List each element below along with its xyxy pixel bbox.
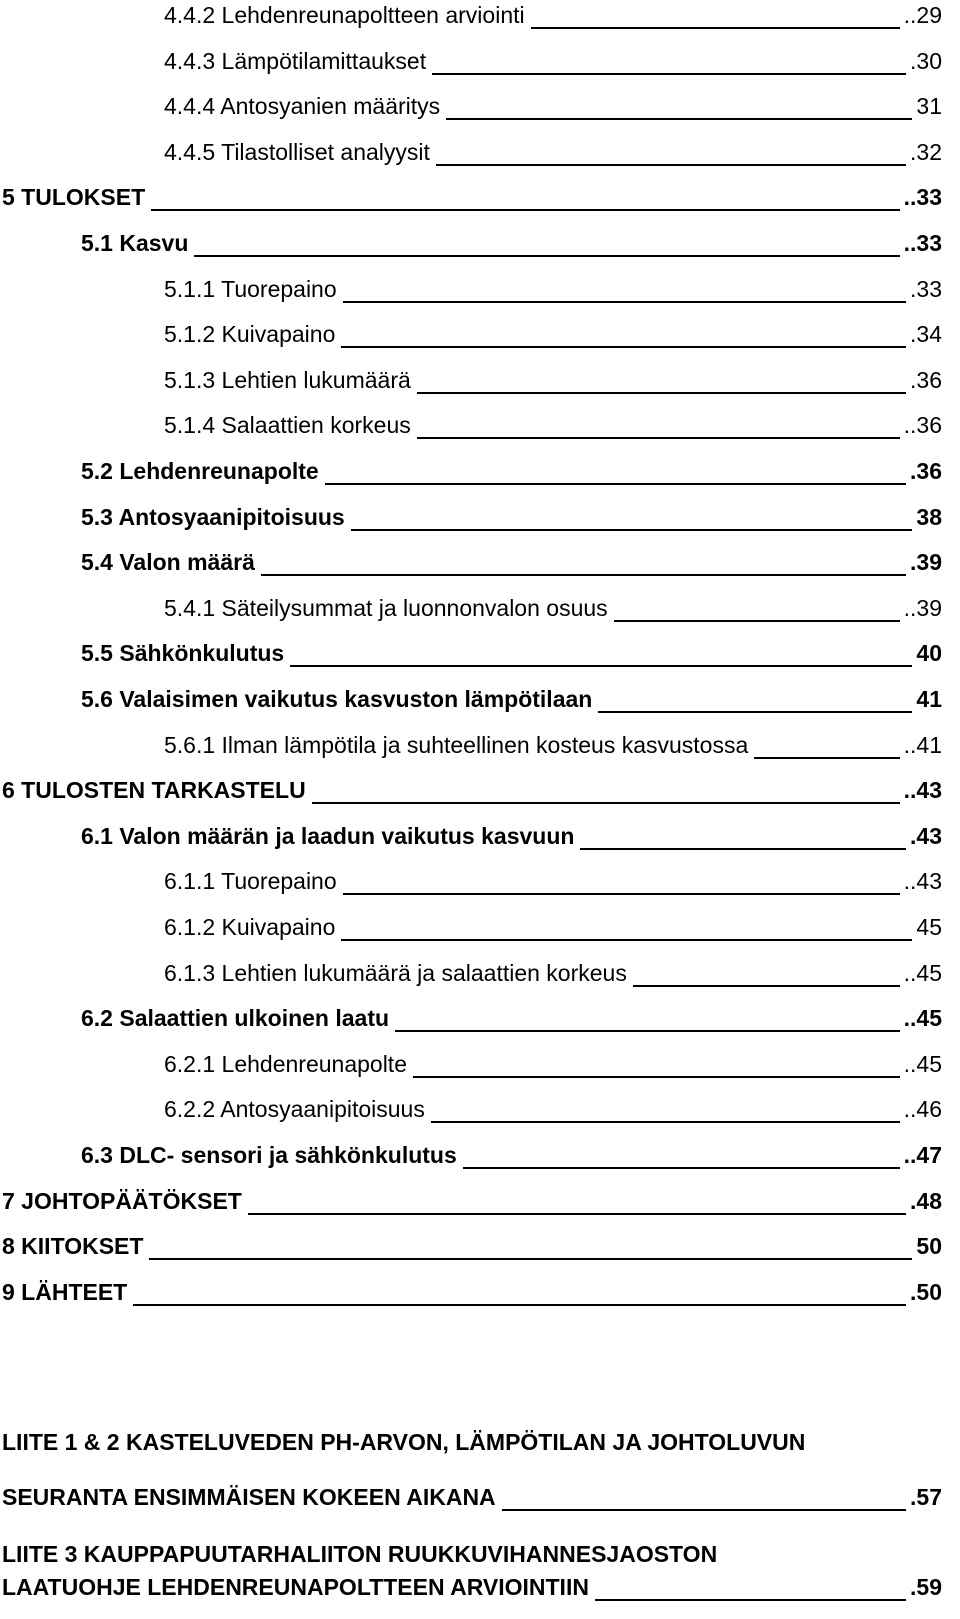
toc-page-number: [904, 730, 942, 760]
toc-page-prefix: .: [910, 366, 917, 393]
toc-dot-leader: [290, 665, 912, 667]
toc-page-value: 39: [916, 594, 942, 621]
toc-dot-leader: [395, 1030, 900, 1032]
toc-page-value: 40: [916, 640, 942, 667]
toc-appendix-entry[interactable]: [0, 1427, 960, 1510]
toc-page-number: [916, 684, 942, 714]
toc-page-prefix: ..: [903, 412, 917, 439]
toc-page-value: 39: [916, 549, 942, 576]
toc-entry-title: 5 TULOKSET: [2, 184, 146, 211]
toc-page-value: 31: [916, 93, 942, 120]
toc-page-prefix: ..: [903, 230, 917, 256]
toc-entry-title: 5.6.1 Ilman lämpötila ja suhteellinen kosteus kasvustossa: [164, 731, 749, 758]
toc-page-prefix: ..: [903, 1005, 917, 1032]
toc-entry-title: 5.4.1 Säteilysummat ja luonnonvalon osuus: [164, 594, 608, 621]
toc-entry[interactable]: [0, 730, 960, 766]
toc-dot-leader: [463, 1167, 900, 1169]
toc-entry-title: 4.4.3 Lämpötilamittaukset: [164, 47, 427, 74]
toc-page-value: 57: [916, 1484, 942, 1510]
toc-entry-title: 5.3 Antosyaanipitoisuus: [81, 503, 345, 530]
toc-page-number: [910, 821, 942, 851]
toc-entry-title: 5.1.3 Lehtien lukumäärä: [164, 366, 411, 393]
toc-entry[interactable]: [0, 912, 960, 948]
toc-page-prefix: .: [910, 1574, 917, 1600]
toc-dot-leader: [261, 574, 906, 576]
toc-entry[interactable]: [0, 365, 960, 401]
toc-page-value: 36: [916, 412, 942, 439]
toc-page-number: [904, 228, 942, 258]
toc-entry[interactable]: [0, 319, 960, 355]
toc-page-prefix: ..: [903, 1096, 917, 1123]
toc-dot-leader: [151, 209, 900, 211]
toc-entry[interactable]: [0, 274, 960, 310]
toc-entry-title: 5.1.4 Salaattien korkeus: [164, 412, 411, 439]
toc-page-value: 45: [916, 1005, 942, 1032]
toc-entry-title: 5.4 Valon määrä: [81, 549, 255, 576]
toc-page-number: [910, 1482, 942, 1512]
toc-page-number: [910, 1186, 942, 1216]
appendix-title-line1: LIITE 1 & 2 KASTELUVEDEN PH-ARVON, LÄMPÖTILAN JA JOHTOLUVUN: [2, 1429, 806, 1455]
toc-entry-title: 5.5 Sähkönkulutus: [81, 640, 285, 667]
toc-entry-title: 6.2.1 Lehdenreunapolte: [164, 1050, 407, 1077]
toc-page-prefix: .: [910, 321, 917, 348]
toc-page-number: [910, 1277, 942, 1307]
toc-dot-leader: [248, 1213, 906, 1215]
toc-page-value: 30: [916, 47, 942, 74]
toc-dot-leader: [343, 301, 906, 303]
toc-page-prefix: .: [910, 458, 917, 484]
toc-page-prefix: ..: [903, 868, 917, 895]
toc-page-number: [910, 137, 942, 167]
toc-page-number: [916, 1231, 942, 1261]
toc-page-prefix: ..: [903, 731, 917, 758]
toc-dot-leader: [754, 757, 900, 759]
toc-dot-leader: [598, 711, 912, 713]
toc-page-value: 32: [916, 138, 942, 165]
toc-entry[interactable]: [0, 547, 960, 583]
toc-page-number: [904, 775, 942, 805]
toc-entry[interactable]: [0, 593, 960, 629]
toc-page-prefix: .: [910, 1278, 917, 1305]
toc-dot-leader: [417, 392, 906, 394]
toc-entry-title: 6.1.3 Lehtien lukumäärä ja salaattien korkeus: [164, 959, 627, 986]
toc-dot-leader: [502, 1509, 906, 1511]
toc-dot-leader: [595, 1599, 906, 1601]
toc-entry[interactable]: [0, 866, 960, 902]
toc-page-number: [916, 91, 942, 121]
toc-dot-leader: [149, 1258, 912, 1260]
toc-page-value: 38: [916, 503, 942, 530]
toc-page-value: 34: [916, 321, 942, 348]
toc-page-prefix: .: [910, 1187, 917, 1214]
toc-dot-leader: [133, 1304, 906, 1306]
toc-dot-leader: [436, 164, 906, 166]
toc-dot-leader: [432, 73, 906, 75]
toc-dot-leader: [194, 255, 900, 257]
toc-page-value: 41: [916, 686, 942, 712]
toc-entry[interactable]: [0, 228, 960, 264]
toc-dot-leader: [446, 118, 912, 120]
toc-page-number: [904, 0, 942, 30]
toc-page-value: 48: [916, 1187, 942, 1214]
toc-page-number: [916, 912, 942, 942]
toc-page-prefix: ..: [903, 1142, 917, 1168]
toc-dot-leader: [614, 620, 900, 622]
toc-page-number: [910, 1572, 942, 1602]
toc-page-number: [904, 410, 942, 440]
toc-page-value: 50: [916, 1278, 942, 1305]
toc-dot-leader: [325, 483, 906, 485]
toc-page-value: 45: [916, 914, 942, 940]
toc-page-number: [916, 638, 942, 668]
toc-page-number: [904, 1140, 942, 1170]
toc-entry-title: 4.4.2 Lehdenreunapoltteen arviointi: [164, 2, 525, 28]
toc-page-value: 43: [916, 777, 942, 804]
toc-entry[interactable]: [0, 46, 960, 82]
toc-dot-leader: [413, 1076, 900, 1078]
toc-entry-title: 5.1.2 Kuivapaino: [164, 321, 336, 348]
toc-page-number: [910, 456, 942, 486]
toc-entry-title: 6 TULOSTEN TARKASTELU: [2, 777, 306, 804]
toc-entry[interactable]: [0, 410, 960, 446]
toc-page-prefix: ..: [903, 2, 917, 28]
toc-page-value: 33: [916, 275, 942, 302]
toc-entry[interactable]: [0, 1231, 960, 1267]
toc-page-prefix: .: [910, 138, 917, 165]
toc-entry-title: 5.1.1 Tuorepaino: [164, 275, 337, 302]
toc-entry[interactable]: [0, 137, 960, 173]
toc-page-value: 59: [916, 1574, 942, 1600]
toc-entry[interactable]: [0, 958, 960, 994]
toc-entry[interactable]: [0, 456, 960, 492]
toc-page-prefix: .: [910, 47, 917, 74]
toc-page-value: 36: [916, 458, 942, 484]
toc-dot-leader: [343, 893, 900, 895]
toc-entry-title: 5.2 Lehdenreunapolte: [81, 458, 319, 484]
toc-page-prefix: .: [910, 549, 917, 576]
toc-entry-title: 6.2.2 Antosyaanipitoisuus: [164, 1096, 425, 1123]
toc-entry[interactable]: [0, 1140, 960, 1176]
toc-entry[interactable]: [0, 1277, 960, 1313]
toc-page-value: 47: [916, 1142, 942, 1168]
toc-page-prefix: ..: [903, 1050, 917, 1077]
toc-entry-title: 6.2 Salaattien ulkoinen laatu: [81, 1005, 390, 1032]
toc-entry-title: 6.1.2 Kuivapaino: [164, 914, 336, 940]
toc-dot-leader: [341, 939, 912, 941]
toc-page-number: [904, 182, 942, 212]
toc-entry[interactable]: [0, 182, 960, 218]
toc-entry-title: 8 KIITOKSET: [2, 1233, 144, 1260]
toc-page-value: 45: [916, 959, 942, 986]
toc-page-number: [910, 319, 942, 349]
toc-entry-title: 4.4.4 Antosyanien määritys: [164, 93, 441, 120]
toc-entry-title: 5.1 Kasvu: [81, 230, 189, 256]
toc-page-number: [904, 1003, 942, 1033]
toc-entry-title: 6.1.1 Tuorepaino: [164, 868, 337, 895]
toc-page-value: 45: [916, 1050, 942, 1077]
toc-entry[interactable]: [0, 775, 960, 811]
toc-page-number: [904, 958, 942, 988]
toc-page-prefix: ..: [903, 777, 917, 804]
toc-page-number: [916, 502, 942, 532]
toc-entry[interactable]: [0, 502, 960, 538]
toc-entry-title: 6.3 DLC- sensori ja sähkönkulutus: [81, 1142, 457, 1168]
toc-dot-leader: [417, 437, 900, 439]
toc-entry[interactable]: [0, 1049, 960, 1085]
toc-page-value: 41: [916, 731, 942, 758]
toc-dot-leader: [351, 529, 912, 531]
toc-page-prefix: .: [910, 275, 917, 302]
toc-page-number: [910, 274, 942, 304]
appendix-title-line2: LAATUOHJE LEHDENREUNAPOLTTEEN ARVIOINTIIN: [2, 1574, 589, 1600]
toc-page-value: 43: [916, 822, 942, 849]
toc-page-value: 36: [916, 366, 942, 393]
toc-entry-title: 7 JOHTOPÄÄTÖKSET: [2, 1187, 242, 1214]
toc-page-number: [910, 46, 942, 76]
toc-dot-leader: [312, 802, 900, 804]
toc-page-value: 46: [916, 1096, 942, 1123]
appendix-title-line2: SEURANTA ENSIMMÄISEN KOKEEN AIKANA: [2, 1484, 496, 1510]
toc-dot-leader: [341, 346, 906, 348]
toc-page-value: 50: [916, 1233, 942, 1260]
toc-page-prefix: ..: [903, 184, 917, 211]
toc-page-value: 33: [916, 230, 942, 256]
toc-page-value: 29: [916, 2, 942, 28]
toc-entry[interactable]: [0, 0, 960, 36]
toc-entry-title: 4.4.5 Tilastolliset analyysit: [164, 138, 430, 165]
toc-page-number: [910, 547, 942, 577]
toc-dot-leader: [580, 848, 906, 850]
toc-page-prefix: .: [910, 822, 917, 849]
toc-entry-title: 9 LÄHTEET: [2, 1278, 128, 1305]
toc-page-prefix: .: [910, 1484, 917, 1510]
toc-entry-title: 5.6 Valaisimen vaikutus kasvuston lämpötilaan: [81, 686, 593, 712]
toc-page-prefix: ..: [903, 594, 917, 621]
toc-page-number: [904, 1094, 942, 1124]
toc-page-number: [910, 365, 942, 395]
toc-dot-leader: [431, 1121, 900, 1123]
toc-entry[interactable]: [0, 1003, 960, 1039]
toc-dot-leader: [531, 27, 900, 29]
toc-entry[interactable]: [0, 684, 960, 720]
toc-entry[interactable]: [0, 91, 960, 127]
appendix-title-line1: LIITE 3 KAUPPAPUUTARHALIITON RUUKKUVIHANNESJAOSTON: [2, 1541, 718, 1567]
toc-page-number: [904, 593, 942, 623]
toc-dot-leader: [633, 985, 900, 987]
toc-page-number: [904, 866, 942, 896]
toc-page-value: 33: [916, 184, 942, 211]
toc-page-value: 43: [916, 868, 942, 895]
toc-entry[interactable]: [0, 821, 960, 857]
toc-appendix-entry[interactable]: [0, 1539, 960, 1619]
toc-entry[interactable]: [0, 1186, 960, 1222]
toc-entry[interactable]: [0, 1094, 960, 1130]
toc-entry[interactable]: [0, 638, 960, 674]
toc-page-number: [904, 1049, 942, 1079]
toc-page-prefix: ..: [903, 959, 917, 986]
toc-entry-title: 6.1 Valon määrän ja laadun vaikutus kasvuun: [81, 822, 575, 849]
